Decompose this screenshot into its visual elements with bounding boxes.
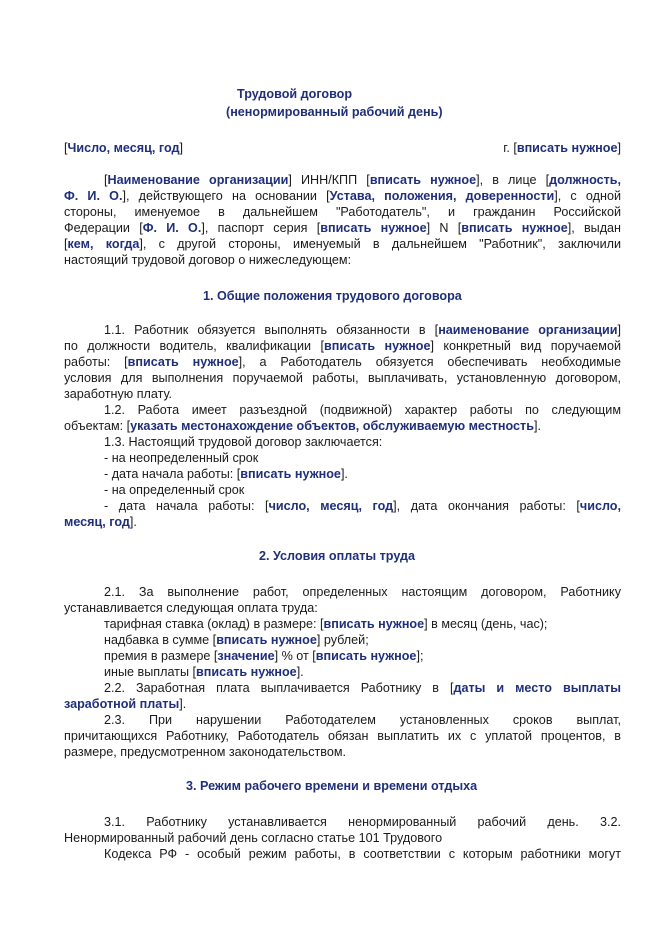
clause-2-2-line-2: заработной платы].: [64, 697, 187, 711]
clause-1-1-line-1: 1.1. Работник обязуется выполнять обязанности в [наименование организации]: [104, 323, 622, 337]
term-item-4-line-1: - дата начала работы: [число, месяц, год], дата окончания работы: [число,: [104, 499, 621, 513]
clause-2-3-line-2: причитающихся Работнику, Работодатель обязан выплатить их с уплатой процентов, в: [64, 729, 621, 743]
preamble-line-3: стороны, именуемое в дальнейшем "Работодатель", и гражданин Российской: [64, 205, 621, 219]
document-title: Трудовой договор: [237, 87, 353, 101]
preamble-line-2: Ф. И. О.], действующего на основании [Устава, положения, доверенности], с одной: [64, 189, 621, 203]
section-3-heading: 3. Режим рабочего времени и времени отдыха: [186, 779, 478, 793]
preamble-line-5: [кем, когда], с другой стороны, именуемый в дальнейшем "Работник", заключили: [64, 237, 621, 251]
preamble-line-1: [Наименование организации] ИНН/КПП [вписать нужное], в лице [должность,: [104, 173, 622, 187]
clause-1-1-line-5: заработную плату.: [64, 387, 173, 401]
pay-row-other: иные выплаты [вписать нужное].: [104, 665, 304, 679]
clause-2-3-line-1: 2.3. При нарушении Работодателем установленных сроков выплат,: [104, 713, 621, 727]
clause-3-1-line-2: Ненормированный рабочий день согласно статье 101 Трудового: [64, 831, 443, 845]
document-subtitle: (ненормированный рабочий день): [226, 105, 443, 119]
clause-2-1-line-2: устанавливается следующая оплата труда:: [64, 601, 318, 615]
clause-2-2-line-1: 2.2. Заработная плата выплачивается Работнику в [даты и место выплаты: [104, 681, 621, 695]
city-field: г. [вписать нужное]: [503, 141, 621, 155]
section-2-heading: 2. Условия оплаты труда: [259, 549, 416, 563]
date-field: [Число, месяц, год]: [64, 141, 183, 155]
date-city-line: [64, 140, 621, 156]
term-item-3: - на определенный срок: [104, 483, 245, 497]
clause-3-1-line-3: Кодекса РФ - особый режим работы, в соответствии с которым работники могут: [104, 847, 621, 861]
clause-1-2-line-1: 1.2. Работа имеет разъездной (подвижной) характер работы по следующим: [104, 403, 621, 417]
term-item-1: - на неопределенный срок: [104, 451, 259, 465]
clause-1-1-line-3: работы: [вписать нужное], а Работодатель обязуется обеспечивать необходимые: [64, 355, 621, 369]
clause-1-1-line-4: условия для выполнения поручаемой работы, выплачивать, установленную договором,: [64, 371, 621, 385]
term-item-4-line-2: месяц, год].: [64, 515, 137, 529]
preamble-line-4: Федерации [Ф. И. О.], паспорт серия [вписать нужное] N [вписать нужное], выдан: [64, 221, 622, 235]
clause-1-2-line-2: объектам: [указать местонахождение объектов, обслуживаемую местность].: [64, 419, 541, 433]
pay-row-premium: премия в размере [значение] % от [вписать нужное];: [104, 649, 424, 663]
clause-1-1-line-2: по должности водитель, квалификации [вписать нужное] конкретный вид поручаемой: [64, 339, 622, 353]
clause-1-3: 1.3. Настоящий трудовой договор заключается:: [104, 435, 383, 449]
section-1-heading: 1. Общие положения трудового договора: [203, 289, 462, 303]
clause-2-3-line-3: размере, предусмотренном законодательством.: [64, 745, 346, 759]
preamble-line-6: настоящий трудовой договор о нижеследующем:: [64, 253, 352, 267]
pay-row-bonus-sum: надбавка в сумме [вписать нужное] рублей;: [104, 633, 369, 647]
clause-2-1-line-1: 2.1. За выполнение работ, определенных настоящим договором, Работнику: [104, 585, 621, 599]
term-item-2: - дата начала работы: [вписать нужное].: [104, 467, 348, 481]
pay-row-tariff: тарифная ставка (оклад) в размере: [вписать нужное] в месяц (день, час);: [104, 617, 548, 631]
clause-3-1-line-1: 3.1. Работнику устанавливается ненормированный рабочий день. 3.2.: [104, 815, 621, 829]
